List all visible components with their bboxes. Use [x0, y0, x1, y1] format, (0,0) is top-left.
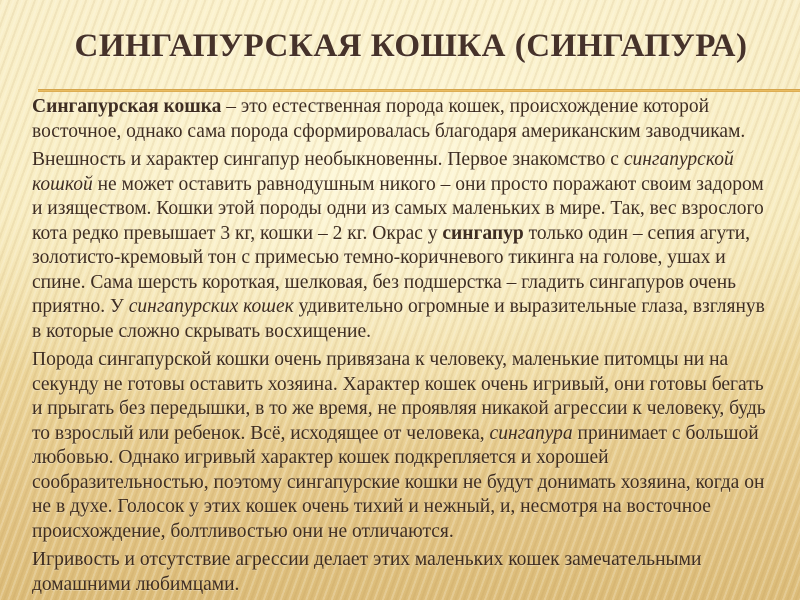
text-run: удивительно огромные и выразительные глаза, взглянув в которые сложно скрывать восхищение.	[32, 296, 765, 342]
paragraph-1	[32, 95, 774, 144]
slide-body-text	[32, 95, 774, 600]
text-run: не может оставить равнодушным никого – они просто поражают своим задором и изяществом. Кошки этой породы одни из самых маленьких в мире. Так, вес взрослого кота редко превышает 3 кг, кошки – 2 кг. Окрас у	[32, 173, 764, 244]
text-run: – это естественная порода кошек, происхождение которой восточное, однако сама порода сформировалась благодаря американским заводчикам.	[32, 96, 746, 142]
text-run: сингапур	[442, 222, 524, 244]
text-run: сингапура	[489, 422, 573, 444]
text-run: сингапурской кошкой	[32, 149, 734, 195]
paragraph-2	[32, 148, 774, 344]
text-run: принимает с большой любовью. Однако игривый характер кошек подкрепляется и хорошей сообразительностью, поэтому сингапурские кошки не будут донимать хозяина, когда он не в духе. Голосок у этих кошек очень тихий и нежный, и, несмотря на восточное происхождение, болтливостью они не отличаются.	[32, 422, 765, 542]
text-run: сингапурских кошек	[128, 296, 294, 317]
text-run: Порода сингапурской кошки очень привязана к человеку, маленькие питомцы ни на секунду не готовы оставить хозяина. Характер кошек очень игривый, они готовы бегать и прыгать без передышки, в то же время, не проявляя никакой агрессии к человеку, будь то взрослый или ребенок. Всё, исходящее от человека,	[32, 349, 766, 444]
text-run: Сингапурская кошка	[32, 96, 222, 117]
paragraph-3	[32, 348, 774, 544]
text-run: только один – сепия агути, золотисто-кремовый тон с примесью темно-коричневого тикинга на голове, ушах и спине. Сама шерсть короткая, шелковая, без подшерстка – гладить сингапуров очень приятно. У	[32, 222, 751, 317]
text-run: Игривость и отсутствие агрессии делает этих маленьких кошек замечательными домашними любимцами.	[32, 549, 702, 595]
slide-title: СИНГАПУРСКАЯ КОШКА (СИНГАПУРА)	[74, 28, 748, 64]
title-divider	[38, 89, 800, 92]
text-run: Внешность и характер сингапур необыкновенны. Первое знакомство с	[32, 149, 624, 170]
paragraph-4	[32, 548, 774, 597]
